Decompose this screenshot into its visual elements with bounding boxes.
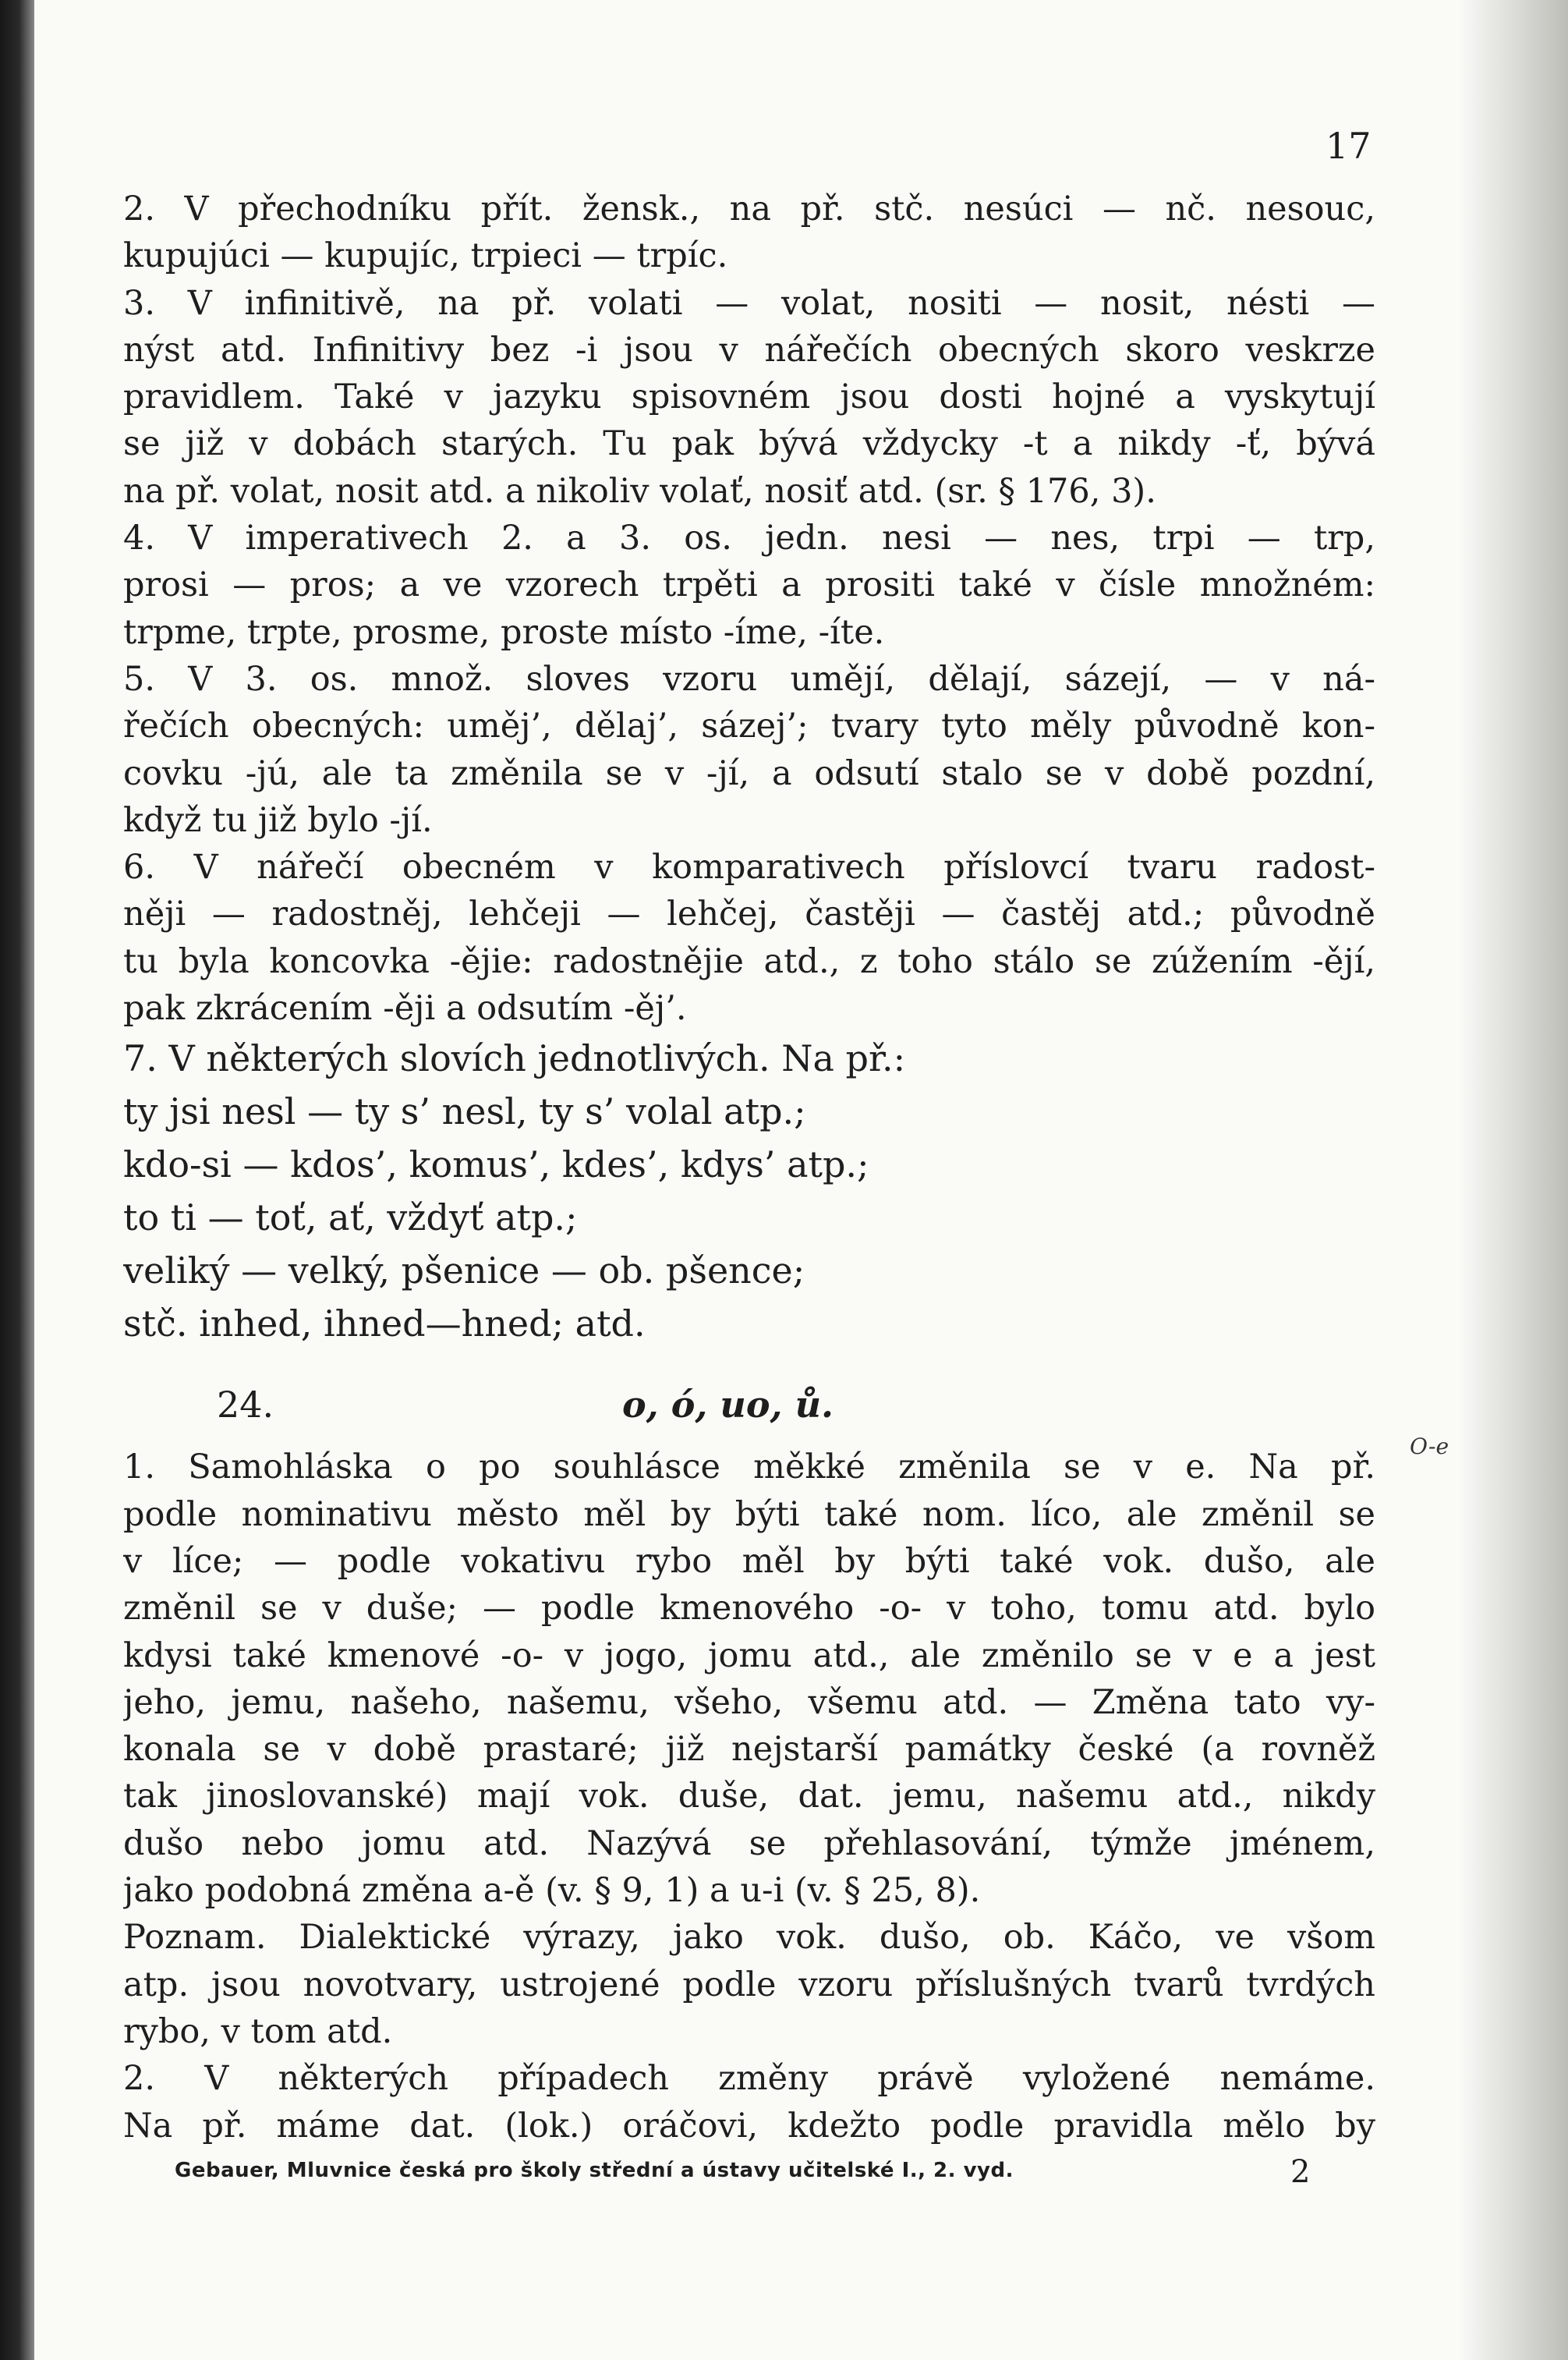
text-line: se již v dobách starých. Tu pak bývá vždycky -t a nikdy -ť, bývá bbox=[123, 424, 1375, 464]
text-line: kdysi také kmenové -o- v jogo, jomu atd., ale změnilo se v e a jest bbox=[123, 1635, 1375, 1675]
text-line: Poznam. Dialektické výrazy, jako vok. dušo, ob. Káčo, ve všom bbox=[123, 1918, 1375, 1958]
text-line: prosi — pros; a ve vzorech trpěti a prositi také v čísle množném: bbox=[123, 565, 1375, 605]
text-line: Na př. máme dat. (lok.) oráčovi, kdežto podle pravidla mělo by bbox=[123, 2106, 1375, 2146]
section-heading bbox=[123, 1350, 1375, 1444]
text-line: nýst atd. Infinitivy bez -i jsou v nářečích obecných skoro veskrze bbox=[123, 330, 1375, 370]
margin-note: O-e bbox=[1410, 1433, 1449, 1459]
body-text bbox=[123, 186, 1375, 2149]
text-line: 7. V některých slovích jednotlivých. Na př.: bbox=[123, 1037, 906, 1080]
page-right-edge bbox=[1459, 0, 1568, 2360]
text-line: řečích obecných: uměj’, dělaj’, sázej’; tvary tyto měly původně kon- bbox=[123, 707, 1375, 746]
section-number: 24. bbox=[217, 1384, 274, 1426]
text-line: stč. inhed, ihned—hned; atd. bbox=[123, 1302, 646, 1345]
signature-mark: 2 bbox=[1290, 2154, 1311, 2190]
text-line: tak jinoslovanské) mají vok. duše, dat. jemu, našemu atd., nikdy bbox=[123, 1777, 1375, 1816]
text-line: to ti — toť, ať, vždyť atp.; bbox=[123, 1196, 578, 1239]
page-left-edge bbox=[0, 0, 34, 2360]
text-line: něji — radostněj, lehčeji — lehčej, častěji — častěj atd.; původně bbox=[123, 895, 1375, 934]
text-line: na př. volat, nosit atd. a nikoliv volať, nosiť atd. (sr. § 176, 3). bbox=[123, 471, 1156, 511]
text-line: v líce; — podle vokativu rybo měl by býti také vok. dušo, ale bbox=[123, 1541, 1375, 1581]
text-line: rybo, v tom atd. bbox=[123, 2011, 393, 2051]
text-line: kdo-si — kdos’, komus’, kdes’, kdys’ atp.; bbox=[123, 1143, 869, 1186]
text-line: 4. V imperativech 2. a 3. os. jedn. nesi — nes, trpi — trp, bbox=[123, 519, 1375, 558]
text-line: když tu již bylo -jí. bbox=[123, 800, 433, 840]
text-line: 5. V 3. os. množ. sloves vzoru umějí, dělají, sázejí, — v ná- bbox=[123, 659, 1375, 699]
text-line: konala se v době prastaré; již nejstarší památky české (a rovněž bbox=[123, 1730, 1375, 1770]
text-line: 1. Samohláska o po souhlásce měkké změnila se v e. Na př. bbox=[123, 1448, 1375, 1487]
text-line: pak zkrácením -ěji a odsutím -ěj’. bbox=[123, 989, 687, 1029]
page-number: 17 bbox=[1326, 125, 1372, 167]
section-title: o, ó, uo, ů. bbox=[622, 1384, 834, 1426]
text-line: 2. V přechodníku přít. žensk., na př. stč. nesúci — nč. nesouc, bbox=[123, 190, 1375, 229]
text-line: jako podobná změna a-ě (v. § 9, 1) a u-i (v. § 25, 8). bbox=[123, 1871, 981, 1911]
text-line: 6. V nářečí obecném v komparativech příslovcí tvaru radost- bbox=[123, 848, 1375, 888]
text-line: jeho, jemu, našeho, našemu, všeho, všemu atd. — Změna tato vy- bbox=[123, 1682, 1375, 1722]
text-line: atp. jsou novotvary, ustrojené podle vzoru příslušných tvarů tvrdých bbox=[123, 1965, 1375, 2004]
text-line: změnil se v duše; — podle kmenového -o- v toho, tomu atd. bylo bbox=[123, 1589, 1375, 1628]
footer-imprint: Gebauer, Mluvnice česká pro školy střední a ústavy učitelské I., 2. vyd. bbox=[175, 2159, 1014, 2182]
text-line: pravidlem. Také v jazyku spisovném jsou dosti hojné a vyskytují bbox=[123, 377, 1375, 417]
text-line: kupujúci — kupujíc, trpieci — trpíc. bbox=[123, 236, 728, 276]
text-line: dušo nebo jomu atd. Nazývá se přehlasování, týmže jménem, bbox=[123, 1823, 1375, 1863]
text-line: ty jsi nesl — ty s’ nesl, ty s’ volal atp.; bbox=[123, 1090, 806, 1133]
text-line: covku -jú, ale ta změnila se v -jí, a odsutí stalo se v době pozdní, bbox=[123, 753, 1375, 793]
text-line: tu byla koncovka -ějie: radostnějie atd., z toho stálo se zúžením -ějí, bbox=[123, 941, 1375, 981]
text-line: 3. V infinitivě, na př. volati — volat, nositi — nosit, nésti — bbox=[123, 283, 1375, 323]
text-line: veliký — velký, pšenice — ob. pšence; bbox=[123, 1249, 805, 1292]
text-line: 2. V některých případech změny právě vyložené nemáme. bbox=[123, 2059, 1375, 2099]
text-line: podle nominativu město měl by býti také nom. líco, ale změnil se bbox=[123, 1494, 1375, 1534]
text-line: trpme, trpte, prosme, proste místo -íme, -íte. bbox=[123, 612, 885, 652]
